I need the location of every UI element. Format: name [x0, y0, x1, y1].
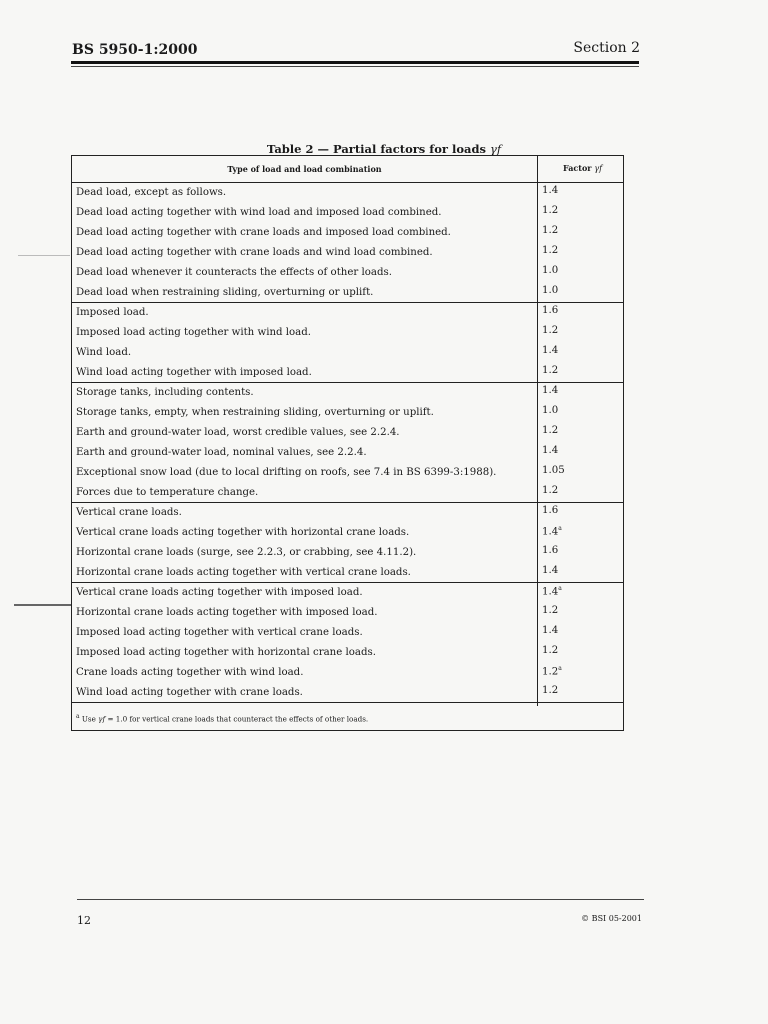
factor-value: 1.0: [542, 405, 559, 416]
factor-value: 1.6: [542, 545, 559, 556]
factor-value: 1.2: [542, 425, 559, 436]
table-row: [72, 583, 623, 603]
load-factor: [542, 665, 562, 677]
table-row: [72, 343, 623, 363]
factor-value: 1.6: [542, 505, 559, 516]
table-row: [72, 563, 623, 583]
row-group: [72, 383, 623, 503]
load-description: Horizontal crane loads acting together with imposed load.: [76, 607, 378, 618]
table-row: [72, 423, 623, 443]
load-factor: [542, 645, 558, 656]
load-description: Wind load acting together with crane loads.: [76, 687, 303, 698]
table-row: [72, 523, 623, 543]
footnote-text: = 1.0 for vertical crane loads that counteract the effects of other loads.: [107, 714, 369, 724]
load-factor: [542, 425, 558, 436]
load-description: Wind load.: [76, 347, 132, 358]
row-group: [72, 183, 623, 303]
footnote-ref: a: [558, 585, 562, 592]
table-row: [72, 463, 623, 483]
load-description: Horizontal crane loads (surge, see 2.2.3, or crabbing, see 4.11.2).: [76, 547, 417, 558]
factor-value: 1.4: [542, 385, 559, 396]
load-description: Vertical crane loads acting together with imposed load.: [76, 587, 363, 598]
table-row: [72, 543, 623, 563]
table-row: [72, 243, 623, 263]
gamma-symbol: γf: [489, 142, 502, 156]
table-row: [72, 483, 623, 503]
load-factor: [542, 205, 558, 216]
table-row: [72, 643, 623, 663]
load-factor: [542, 485, 558, 496]
table-row: [72, 683, 623, 703]
load-factor: [542, 345, 558, 356]
load-factor: [542, 585, 562, 597]
load-factor: [542, 505, 558, 516]
table-row: [72, 403, 623, 423]
factor-value: 1.2: [542, 245, 559, 256]
factor-value: 1.0: [542, 285, 559, 296]
load-factor: [542, 325, 558, 336]
factor-value: 1.2: [542, 605, 559, 616]
factor-value: 1.2: [542, 365, 559, 376]
load-description: Imposed load acting together with wind load.: [76, 327, 311, 338]
table-row: [72, 223, 623, 243]
row-group: [72, 303, 623, 383]
footnote-marker: a: [76, 713, 80, 720]
table-row: [72, 183, 623, 203]
load-factor: [542, 245, 558, 256]
factor-value: 1.2: [542, 205, 559, 216]
table-row: [72, 263, 623, 283]
row-group: [72, 583, 623, 703]
scan-mark: [18, 255, 70, 256]
copyright-notice: © BSI 05-2001: [581, 914, 642, 923]
load-description: Wind load acting together with imposed load.: [76, 367, 312, 378]
load-description: Earth and ground-water load, worst credible values, see 2.2.4.: [76, 427, 400, 438]
factor-value: 1.0: [542, 265, 559, 276]
load-description: Storage tanks, empty, when restraining sliding, overturning or uplift.: [76, 407, 434, 418]
factor-value: 1.2: [542, 485, 559, 496]
table-row: [72, 503, 623, 523]
standard-number: BS 5950-1:2000: [72, 42, 198, 58]
load-description: Imposed load acting together with horizontal crane loads.: [76, 647, 376, 658]
table-caption-text: Table 2 — Partial factors for loads: [266, 142, 486, 156]
factor-value: 1.05: [542, 465, 565, 476]
factor-value: 1.4: [542, 586, 559, 598]
load-description: Horizontal crane loads acting together with vertical crane loads.: [76, 567, 411, 578]
column-header-type: Type of load and load combination: [227, 164, 382, 174]
factor-header-text: Factor: [562, 163, 592, 173]
table-caption: [0, 142, 768, 156]
load-description: Dead load acting together with crane loads and wind load combined.: [76, 247, 433, 258]
table-row: [72, 383, 623, 403]
footnote-pre: Use: [81, 714, 96, 724]
table-row: [72, 363, 623, 383]
table-row: [72, 663, 623, 683]
column-header-factor: [542, 163, 623, 173]
table-row: [72, 283, 623, 303]
gamma-symbol: γf: [98, 714, 106, 724]
factor-value: 1.4: [542, 445, 559, 456]
load-factor: [542, 385, 558, 396]
header-rule-thin: [71, 66, 639, 67]
load-factor: [542, 225, 558, 236]
load-description: Storage tanks, including contents.: [76, 387, 254, 398]
load-factor: [542, 405, 558, 416]
load-factor: [542, 605, 558, 616]
load-description: Crane loads acting together with wind load.: [76, 667, 304, 678]
factor-value: 1.2: [542, 666, 559, 678]
table-row: [72, 323, 623, 343]
load-description: Dead load when restraining sliding, overturning or uplift.: [76, 287, 374, 298]
table-header-row: [72, 156, 623, 183]
load-description: Forces due to temperature change.: [76, 487, 259, 498]
load-factor: [542, 185, 558, 196]
load-factor: [542, 525, 562, 537]
section-label: Section 2: [573, 40, 640, 56]
load-description: Imposed load acting together with vertical crane loads.: [76, 627, 363, 638]
header-rule: [71, 61, 639, 64]
factor-value: 1.2: [542, 645, 559, 656]
footer-rule: [77, 899, 644, 900]
factor-value: 1.4: [542, 565, 559, 576]
load-factor: [542, 625, 558, 636]
factor-value: 1.4: [542, 185, 559, 196]
load-factor: [542, 545, 558, 556]
load-factor: [542, 305, 558, 316]
factor-value: 1.2: [542, 225, 559, 236]
load-description: Vertical crane loads acting together with horizontal crane loads.: [76, 527, 410, 538]
load-description: Vertical crane loads.: [76, 507, 182, 518]
footnote-ref: a: [558, 525, 562, 532]
row-group: [72, 503, 623, 583]
page-number: 12: [77, 914, 91, 927]
load-factor: [542, 565, 558, 576]
load-description: Exceptional snow load (due to local drifting on roofs, see 7.4 in BS 6399-3:1988).: [76, 467, 497, 478]
table-row: [72, 623, 623, 643]
load-description: Earth and ground-water load, nominal values, see 2.2.4.: [76, 447, 367, 458]
table-row: [72, 303, 623, 323]
load-factor: [542, 465, 565, 476]
load-factors-table: [71, 155, 624, 731]
factor-value: 1.2: [542, 325, 559, 336]
table-row: [72, 603, 623, 623]
load-factor: [542, 445, 558, 456]
factor-value: 1.4: [542, 526, 559, 538]
gamma-symbol: γf: [594, 164, 603, 173]
factor-value: 1.4: [542, 625, 559, 636]
table-row: [72, 443, 623, 463]
load-factor: [542, 685, 558, 696]
table-footnote: [72, 706, 623, 732]
load-factor: [542, 285, 558, 296]
load-description: Dead load, except as follows.: [76, 187, 227, 198]
load-description: Imposed load.: [76, 307, 149, 318]
table-row: [72, 203, 623, 223]
load-description: Dead load acting together with crane loads and imposed load combined.: [76, 227, 451, 238]
scan-mark: [14, 604, 72, 606]
footnote-ref: a: [558, 665, 562, 672]
factor-value: 1.6: [542, 305, 559, 316]
factor-value: 1.4: [542, 345, 559, 356]
load-factor: [542, 265, 558, 276]
factor-value: 1.2: [542, 685, 559, 696]
load-description: Dead load acting together with wind load and imposed load combined.: [76, 207, 442, 218]
load-description: Dead load whenever it counteracts the effects of other loads.: [76, 267, 392, 278]
load-factor: [542, 365, 558, 376]
